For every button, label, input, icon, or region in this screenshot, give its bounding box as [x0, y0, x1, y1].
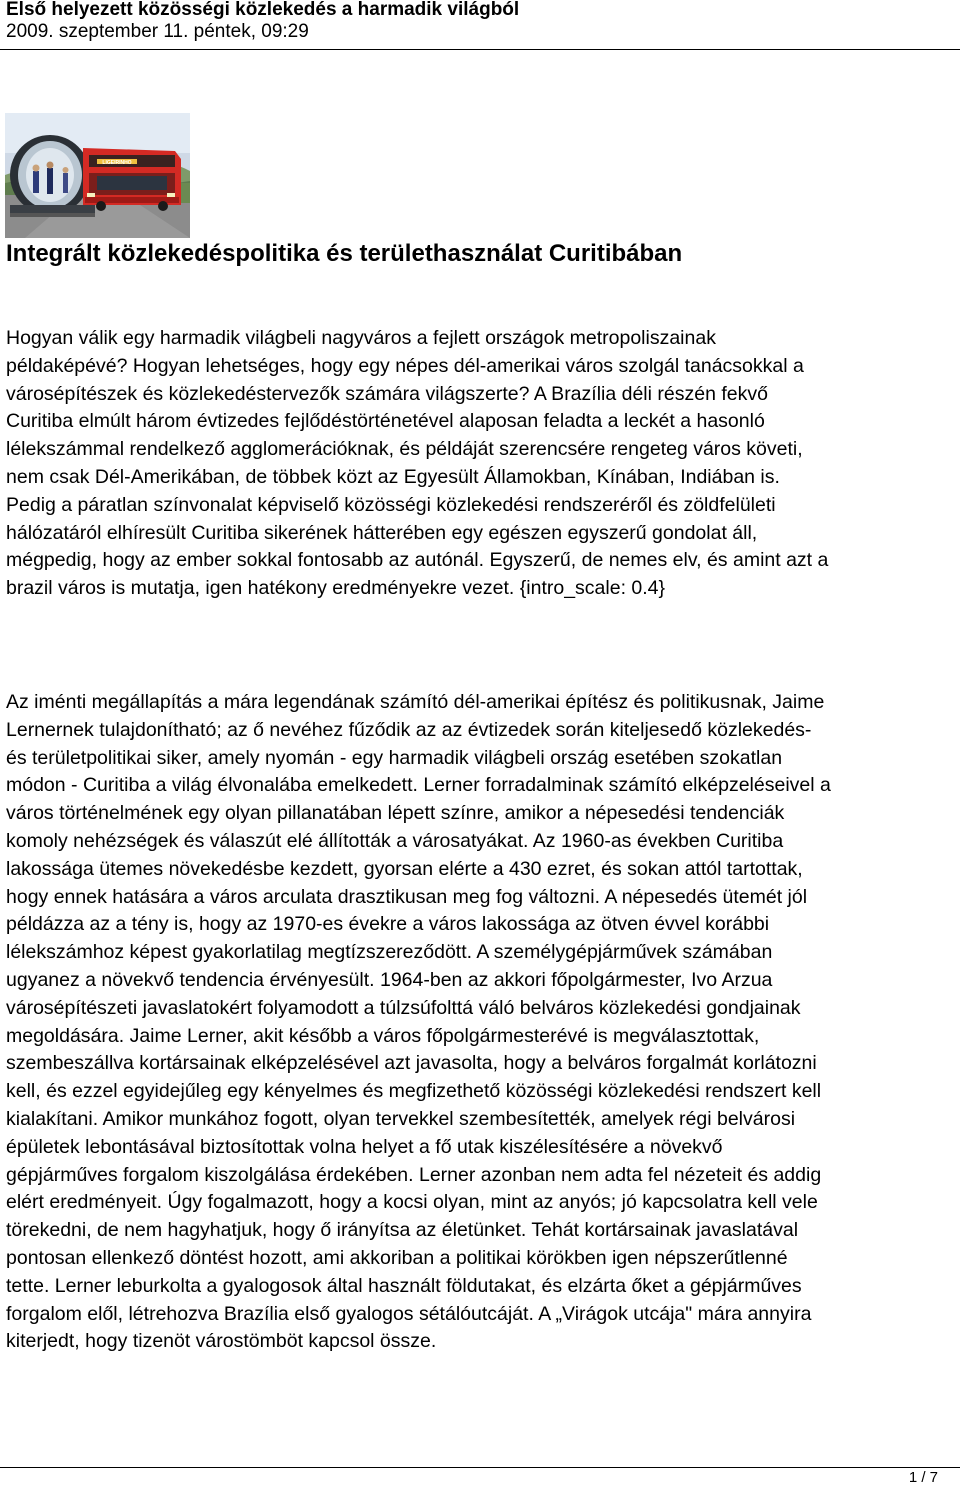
body-line: Az iménti megállapítás a mára legendának számító dél-amerikai építész és politikusnak, Jaime — [6, 691, 825, 713]
body-line: pontosan ellenkező döntést hozott, ami akkoriban a politikai körökben igen népszerűtlenné — [6, 1246, 788, 1269]
body-line: épületek lebontásával biztosítottak volna helyet a fő utak kiszélesítésére a növekvő — [6, 1135, 723, 1158]
page-number: 1 / 7 — [908, 1469, 938, 1486]
header-date: 2009. szeptember 11. péntek, 09:29 — [6, 21, 309, 42]
body-line: tette. Lerner leburkolta a gyalogosok által használt földutakat, és elzárta őket a gépjárműves — [6, 1274, 802, 1297]
body-line: hogy ennek hatására a város arculata drasztikusan meg fog változni. A népesedés ütemét jól — [6, 885, 808, 908]
svg-text:LIGEIRINHO: LIGEIRINHO — [102, 160, 132, 166]
bus-tube-station-photo — [5, 113, 190, 238]
intro-line: brazil város is mutatja, igen hatékony eredményekre vezet. {intro_scale: 0.4} — [6, 577, 666, 600]
intro-line: lélekszámmal rendelkező agglomerációknak, és példáját szerencsére rengeteg város követi, — [6, 438, 803, 461]
article-photo — [5, 113, 190, 238]
body-line: elért eredményeit. Úgy fogalmazott, hogy a kocsi olyan, mint az anyós; jó kapcsolatra kell vele — [6, 1191, 818, 1214]
body-line: lakossága ütemes növekedésbe kezdett, gyorsan elérte a 430 ezret, és sokan attól tartottak, — [6, 857, 803, 880]
body-line: város történelmének egy olyan pillanatában lépett színre, amikor a népesedési tendenciák — [6, 802, 785, 825]
intro-line: hálózatáról elhíresült Curitiba sikerének hátterében egy egészen egyszerű gondolat áll, — [6, 521, 758, 544]
body-line: ugyanez a növekvő tendencia érvényesült. 1964-ben az akkori főpolgármester, Ivo Arzua — [6, 968, 773, 991]
body-line: és területpolitikai siker, amely nyomán - egy harmadik világbeli ország esetében szokatlan — [6, 746, 783, 769]
body-line: lélekszámhoz képest gyakorlatilag megtízszereződött. A személygépjárművek számában — [6, 941, 773, 964]
intro-line: Hogyan válik egy harmadik világbeli nagyváros a fejlett országok metropoliszainak — [6, 327, 716, 349]
article-title: Integrált közlekedéspolitika és területhasználat Curitibában — [6, 240, 683, 267]
body-line: városépítészeti javaslatokért folyamodott a túlzsúfolttá váló belváros közlekedési gondjainak — [6, 996, 801, 1019]
body-line: Lernernek tulajdonítható; az ő nevéhez fűződik az az évtizedek során kiteljesedő közlekedés- — [6, 718, 812, 741]
intro-line: Curitiba elmúlt három évtizedes fejlődéstörténetével alaposan feladta a leckét a hasonló — [6, 410, 765, 433]
intro-paragraph — [6, 325, 956, 603]
header-title: Első helyezett közösségi közlekedés a harmadik világból — [6, 0, 520, 20]
intro-line: példaképévé? Hogyan lehetséges, hogy egy népes dél-amerikai város szolgál tanácsokkal a — [6, 354, 804, 377]
intro-line: nem csak Dél-Amerikában, de többek közt az Egyesült Államokban, Kínában, Indiában is. — [6, 465, 780, 488]
body-line: gépjárműves forgalom kiszolgálása érdekében. Lerner azonban nem adta fel nézeteit és addig — [6, 1163, 822, 1186]
body-line: példázza az a tény is, hogy az 1970-es évekre a város lakossága az ötven évvel korábbi — [6, 913, 770, 936]
body-line: komoly nehézségek és válaszút elé állították a városatyákat. Az 1960-as években Curitiba — [6, 829, 784, 852]
intro-line: városépítészek és közlekedéstervezők számára világszerte? A Brazília déli részén fekvő — [6, 382, 768, 405]
body-paragraph — [6, 689, 956, 1356]
body-line: módon - Curitiba a világ élvonalába emelkedett. Lerner forradalminak számító elképzeléseivel a — [6, 774, 831, 797]
body-line: kialakítani. Amikor munkához fogott, olyan tervekkel szembesítették, amelyek régi belvárosi — [6, 1107, 796, 1130]
intro-line: mégpedig, hogy az ember sokkal fontosabb az autónál. Egyszerű, de nemes elv, és amint azt a — [6, 549, 829, 572]
body-line: forgalom elől, létrehozva Brazília első gyalogos sétálóutcáját. A „Virágok utcája" mára annyira — [6, 1302, 812, 1325]
page-header — [0, 0, 960, 50]
intro-line: Pedig a páratlan színvonalat képviselő közösségi közlekedési rendszeréről és zöldfelületi — [6, 493, 776, 516]
body-line: kell, és ezzel egyidejűleg egy kényelmes és megfizethető közösségi közlekedési rendszert kell — [6, 1080, 822, 1103]
body-line: szembeszállva kortársainak elképzelésével azt javasolta, hogy a belváros forgalmát korlátozni — [6, 1052, 817, 1075]
body-line: kiterjedt, hogy tizenöt várostömböt kapcsol össze. — [6, 1330, 437, 1353]
footer-divider — [0, 1467, 960, 1468]
body-line: törekedni, de nem hagyhatjuk, hogy ő irányítsa az életünket. Tehát kortársainak javaslatával — [6, 1219, 799, 1242]
body-line: megoldására. Jaime Lerner, akit később a város főpolgármesterévé is megválasztottak, — [6, 1024, 760, 1047]
